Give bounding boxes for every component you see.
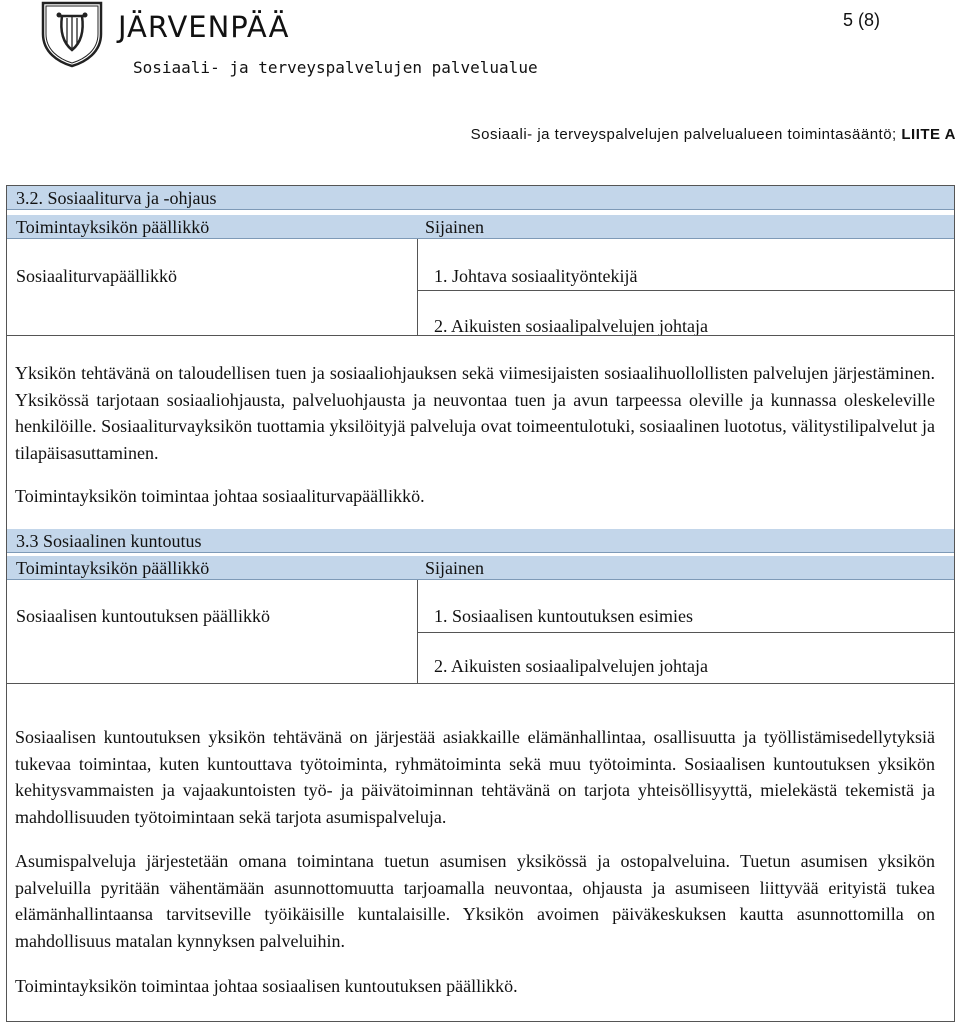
section-title: 3.2. Sosiaaliturva ja -ohjaus <box>16 188 217 208</box>
col-header-deputy: Sijainen <box>425 217 484 237</box>
brand-name: JÄRVENPÄÄ <box>118 10 290 44</box>
table-bottom <box>7 335 955 336</box>
section-title-bar <box>7 529 954 553</box>
section-paragraph: Sosiaalisen kuntoutuksen yksikön tehtävänä on järjestää asiakkaille elämänhallintaa, osallisuutta ja työllistämisedellytyksiä tukevaa toimintaa, kuten kuntouttava työtoiminta, ryhmätoiminta sekä muu työtoiminta. Sosiaalisen kuntoutuksen yksikön kehitysvammaisten ja vajaakuntoisten työ- ja päivätoiminnan tehtävänä on tarjota yhteisöllisyyttä, mielekästä tekemistä ja mahdollisuuden työtoimintaan sekä tarjota asumispalveluja. <box>15 727 935 827</box>
deputy-2: 2. Aikuisten sosiaalipalvelujen johtaja <box>434 656 708 676</box>
deputy-2: 2. Aikuisten sosiaalipalvelujen johtaja <box>434 316 708 336</box>
column-header-bar <box>7 215 954 239</box>
table-bottom <box>7 683 955 684</box>
document-appendix: LIITE A <box>901 126 956 143</box>
column-divider <box>417 239 418 335</box>
deputy-1: 1. Sosiaalisen kuntoutuksen esimies <box>434 606 693 626</box>
section-sosiaalinen-kuntoutus <box>6 529 955 1022</box>
document-reference <box>471 126 956 143</box>
manager-title: Sosiaaliturvapäällikkö <box>16 266 177 286</box>
section-paragraph: Toimintayksikön toimintaa johtaa sosiaaliturvapäällikkö. <box>15 486 425 506</box>
document-reference-text: Sosiaali- ja terveyspalvelujen palvelualueen toimintasääntö; <box>470 126 897 143</box>
col-header-manager: Toimintayksikön päällikkö <box>16 217 210 237</box>
deputy-divider <box>417 632 955 633</box>
deputy-divider <box>417 290 955 291</box>
page-number: 5 (8) <box>842 10 880 30</box>
col-header-deputy: Sijainen <box>425 558 484 578</box>
unit-name: Sosiaali- ja terveyspalvelujen palvelualue <box>133 58 538 77</box>
manager-title: Sosiaalisen kuntoutuksen päällikkö <box>16 606 270 626</box>
col-header-manager: Toimintayksikön päällikkö <box>16 558 210 578</box>
deputy-1: 1. Johtava sosiaalityöntekijä <box>434 266 638 286</box>
section-paragraph: Yksikön tehtävänä on taloudellisen tuen ja sosiaaliohjauksen sekä viimesijaisten sosiaalihuollollisten palvelujen järjestäminen. Yksikössä tarjotaan sosiaaliohjausta, palveluohjausta ja neuvontaa tuen ja avun tarpeessa oleville ja kunnassa oleskeleville henkilöille. Sosiaaliturvayksikön tuottamia yksilöityjä palveluja ovat toimeentulotuki, sosiaalinen luototus, välitystilipalvelut ja tilapäisasuttaminen. <box>15 363 935 463</box>
column-header-bar <box>7 556 954 580</box>
city-crest-icon <box>40 0 104 68</box>
section-title: 3.3 Sosiaalinen kuntoutus <box>16 531 202 551</box>
section-paragraph: Asumispalveluja järjestetään omana toimintana tuetun asumisen yksikössä ja ostopalveluina. Tuetun asumisen yksikön palveluilla pyritään vähentämään asunnottomuutta tarjoamalla neuvontaa, ohjausta ja asumiseen liittyvää erityistä tukea elämänhallintaansa tarvitseville työikäisille kuntalaisille. Yksikön avoimen päiväkeskuksen kautta asunnottomilla on mahdollisuus matalan kynnyksen palveluihin. <box>15 851 935 951</box>
section-title-bar <box>7 186 954 210</box>
section-paragraph: Toimintayksikön toimintaa johtaa sosiaalisen kuntoutuksen päällikkö. <box>15 976 518 996</box>
